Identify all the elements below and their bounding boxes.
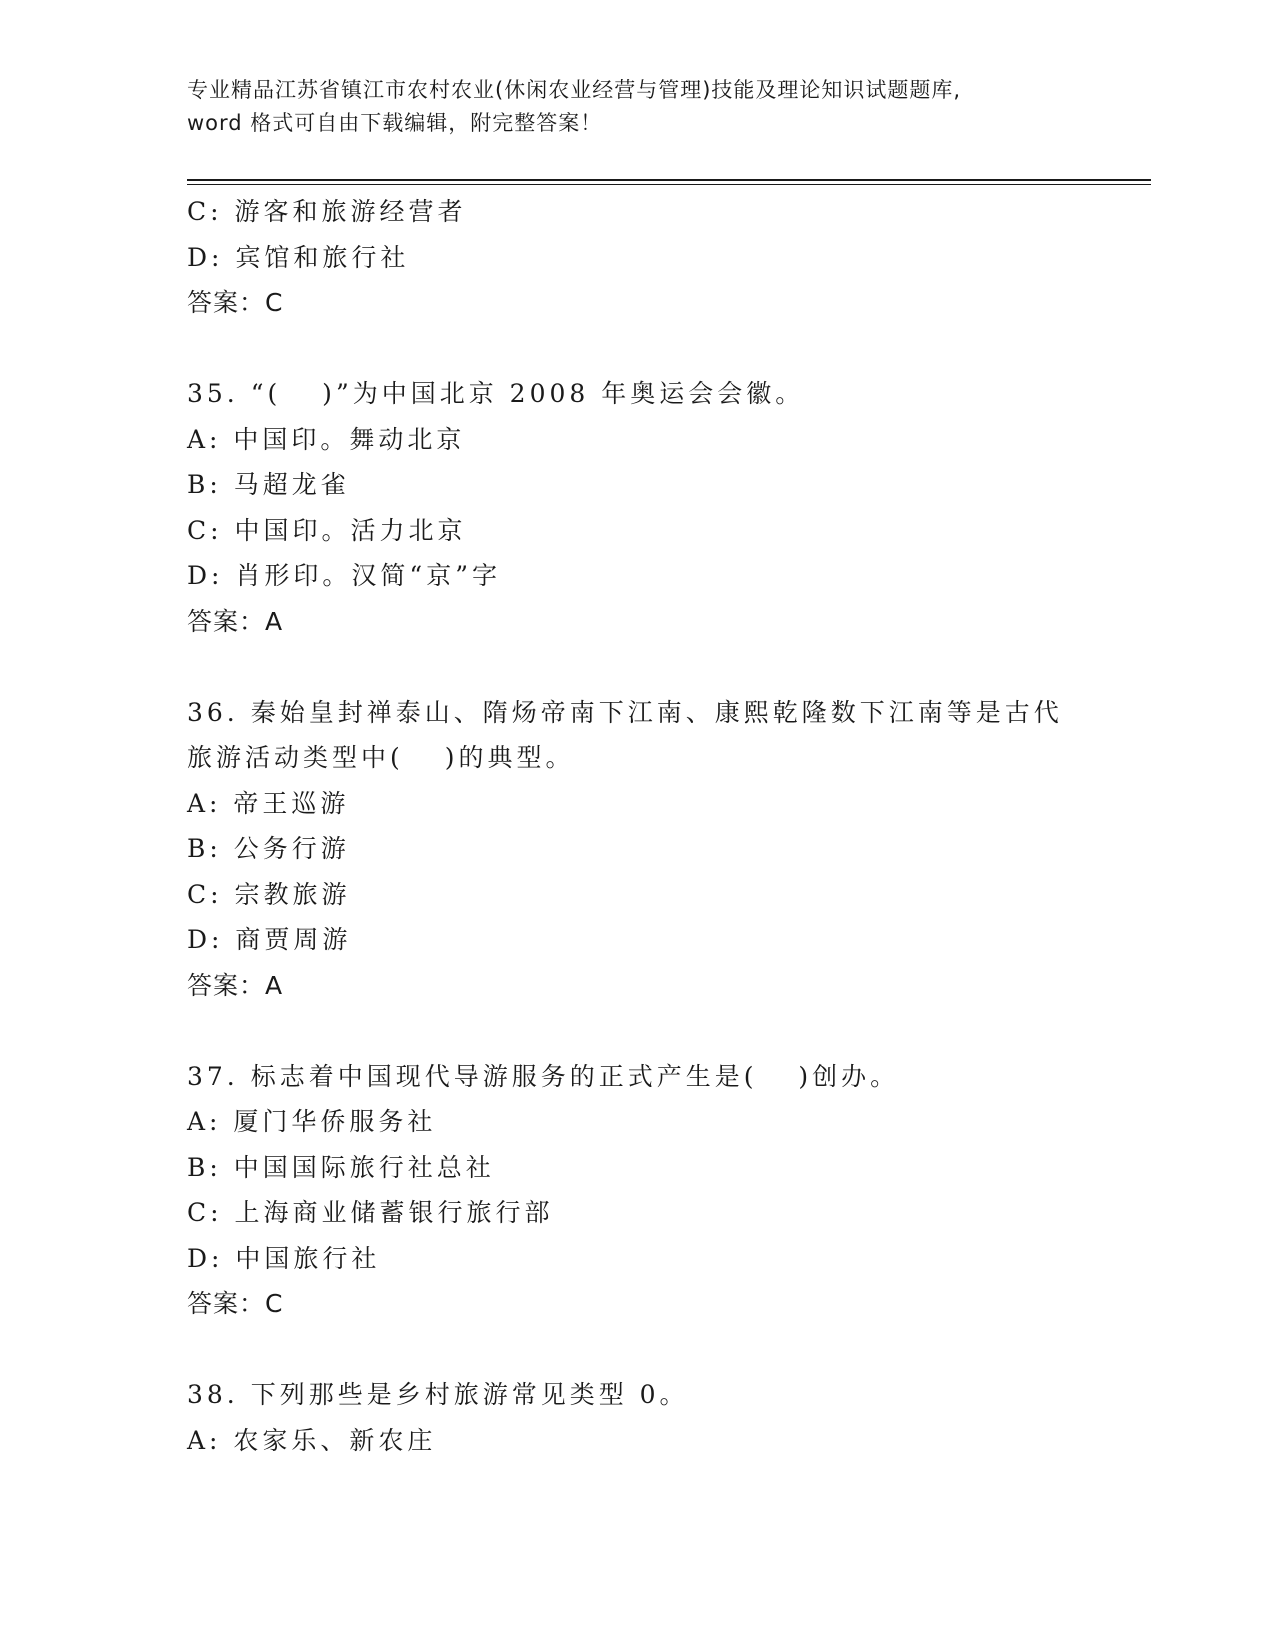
header-line-2: word 格式可自由下载编辑，附完整答案！ (187, 111, 603, 135)
question-list (187, 189, 1087, 1463)
option-c: C: 宗教旅游 (187, 879, 351, 909)
option-a: A: 农家乐、新农庄 (187, 1425, 437, 1455)
question-37 (187, 1054, 1087, 1327)
question-36 (187, 690, 1087, 1009)
option-d: D: 中国旅行社 (187, 1243, 381, 1273)
question-stem: 38. 下列那些是乡村旅游常见类型 0。 (187, 1380, 689, 1409)
option-d: D: 宾馆和旅行社 (187, 242, 410, 272)
option-d: D: 商贾周游 (187, 925, 352, 954)
answer: 答案：A (187, 606, 284, 636)
option-c: C: 游客和旅游经营者 (187, 197, 467, 226)
question-stem: 37. 标志着中国现代导游服务的正式产生是( )创办。 (187, 1061, 900, 1091)
option-b: B: 中国国际旅行社总社 (187, 1152, 495, 1182)
option-c: C: 中国印。活力北京 (187, 515, 467, 545)
answer: 答案：C (187, 1289, 284, 1318)
option-c: C: 上海商业储蓄银行旅行部 (187, 1198, 554, 1227)
option-a: A: 厦门华侨服务社 (187, 1107, 437, 1136)
header-divider-thin (187, 184, 1151, 185)
question-stem: 35. “( )”为中国北京 2008 年奥运会会徽。 (187, 379, 805, 408)
option-b: B: 公务行游 (187, 834, 350, 863)
question-38 (187, 1372, 1087, 1463)
answer: 答案：C (187, 288, 284, 317)
question-35 (187, 371, 1087, 644)
option-b: B: 马超龙雀 (187, 470, 350, 499)
page-header (187, 74, 1087, 140)
question-stem-line-1: 36. 秦始皇封禅泰山、隋炀帝南下江南、康熙乾隆数下江南等是古代 (187, 697, 1063, 727)
option-a: A: 中国印。舞动北京 (187, 424, 466, 454)
question-stem-line-2: 旅游活动类型中( )的典型。 (187, 743, 575, 772)
option-d: D: 肖形印。汉简“京”字 (187, 561, 501, 590)
header-line-1: 专业精品江苏省镇江市农村农业(休闲农业经营与管理)技能及理论知识试题题库, (187, 78, 962, 102)
option-a: A: 帝王巡游 (187, 788, 350, 818)
answer: 答案：A (187, 970, 284, 1000)
header-divider-thick (187, 179, 1151, 181)
carryover-question (187, 189, 1087, 326)
